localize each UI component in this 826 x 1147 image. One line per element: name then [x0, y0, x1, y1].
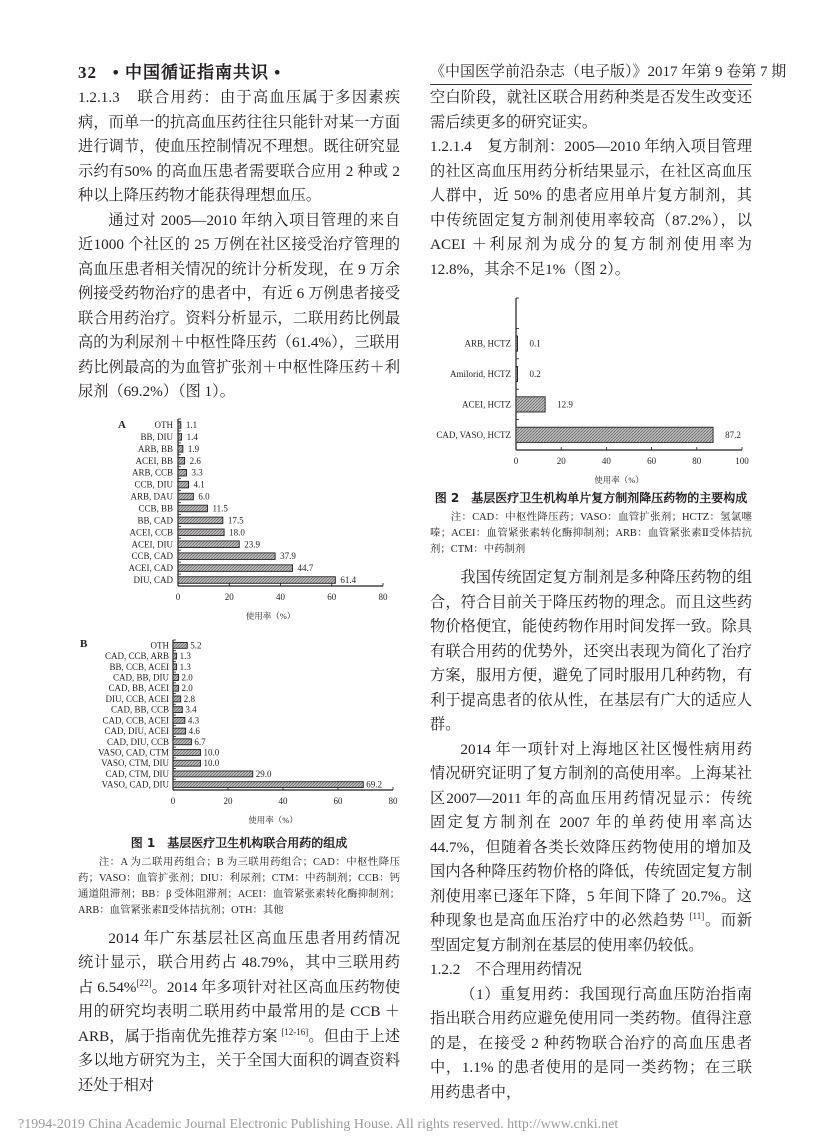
fig1B-value-label: 2.8	[183, 693, 195, 704]
fig1B-bar	[173, 749, 201, 755]
fig2-category-label: ACEI, HCTZ	[462, 399, 511, 410]
fig1A-category-label: CCB, BB	[138, 502, 173, 513]
fig2-value-label: 0.2	[529, 369, 541, 379]
fig1B-category-label: CAD, BB, CCB	[110, 704, 169, 715]
fig1A-value-label: 1.9	[187, 443, 200, 454]
fig1A-value-label: 18.0	[229, 526, 245, 537]
page-number: 32	[78, 63, 97, 82]
fig1B-category-label: CAD, DIU, CCB	[106, 736, 169, 747]
fig1B-x-tick-label: 20	[223, 795, 233, 806]
citation: [11]	[689, 910, 705, 921]
fig1B-x-tick-label: 0	[170, 795, 176, 806]
fig1B-bar	[173, 695, 181, 701]
fig1B-bar	[173, 770, 253, 776]
fig1A-category-label: ACEI, CAD	[128, 562, 173, 573]
fig2-x-tick-label: 0	[513, 456, 519, 466]
fig1B-value-label: 2.0	[181, 682, 193, 693]
fig1A-category-label: ARB, BB	[137, 443, 173, 454]
fig1B-category-label: CAD, CCB, ACEI	[102, 714, 169, 725]
figure1-caption: 图 1 基层医疗卫生机构联合用药的组成	[130, 835, 348, 850]
fig1B-category-label: CAD, BB, DIU	[112, 672, 169, 682]
fig2-bar	[516, 366, 518, 381]
fig1A-value-label: 11.5	[212, 502, 228, 513]
paragraph-continued: 空白阶段，就社区联合用药种类是否发生改变还需后续更多的研究证实。	[430, 89, 752, 131]
fig1A-bar	[178, 517, 223, 524]
fig2-category-label: Amilorid, HCTZ	[450, 369, 511, 379]
fig1A-x-tick-label: 40	[276, 591, 285, 602]
fig1B-x-tick-label: 40	[278, 795, 288, 806]
fig1B-bar	[173, 781, 363, 787]
fig1A-bar	[178, 421, 181, 428]
fig1B-category-label: VASO, CTM, DIU	[101, 757, 169, 768]
fig1A-value-label: 3.3	[191, 467, 203, 478]
fig1A-bar	[178, 457, 185, 464]
paragraph-statistics: 通过对 2005—2010 年纳入项目管理的来自近1000 个社区的 25 万例在社区接受治疗管理的高血压患者相关情况的统计分析发现，在 9 万余例接受药物治疗的患者中，有近 6 万例患者接受联合用药治疗。资料分析显示，二联用药比例最高的为利尿剂＋中枢性降压药（61.4%），三联用药比例最高的为血管扩张剂＋中枢性降压药＋利尿剂（69.2%）（图 1）。	[78, 211, 400, 400]
fig1A-value-label: 4.1	[193, 479, 205, 490]
fig1A-bar	[178, 576, 335, 583]
fig1B-value-label: 29.0	[255, 768, 272, 779]
fig1A-bar	[178, 529, 224, 536]
fig1B-x-axis-label: 使用率（%）	[248, 814, 298, 825]
figure2-note: 注：CAD：中枢性降压药；VASO：血管扩张剂；HCTZ：氢氯噻嗪；ACEI：血管紧张素转化酶抑制剂；ARB：血管紧张素Ⅱ受体拮抗剂；CTM：中药制剂	[430, 512, 752, 555]
fig1B-value-label: 6.7	[194, 736, 206, 747]
fig1B-category-label: BB, CCB, ACEI	[109, 661, 169, 672]
fig1B-value-label: 69.2	[366, 779, 383, 790]
fig1B-category-label: VASO, CAD, CTM	[98, 747, 169, 757]
fig1A-bar	[178, 552, 275, 559]
citation: [22]	[136, 977, 152, 988]
fig1B-value-label: 3.4	[185, 704, 197, 715]
fig1A-bar	[178, 564, 293, 571]
fig1A-bar	[178, 469, 186, 476]
fig1B-value-label: 10.0	[203, 757, 220, 768]
fig1A-category-label: ARB, CCB	[131, 467, 173, 478]
fig2-bar	[516, 427, 713, 442]
fig1B-category-label: CAD, BB, ACEI	[108, 682, 169, 693]
fig1A-category-label: ACEI, BB	[135, 455, 173, 466]
fig1B-bar	[173, 760, 201, 766]
paragraph-guangdong: 2014 年广东基层社区高血压患者用药情况统计显示，联合用药占 48.79%，其中三联用药占 6.54%[22]。2014 年多项针对社区高血压药物使用的研究均表明二联用药中最常用的是 CCB ＋ ARB，属于指南优先推荐方案 [12-16]。但由于上述多以地方研究为主，关于全国大面积的调查资料还处于相对	[78, 929, 401, 1094]
fig1A-bar	[178, 433, 182, 440]
section-title: • 中国循证指南共识 •	[112, 63, 282, 82]
fig1A-bar	[178, 505, 207, 512]
fig1A-category-label: ACEI, DIU	[131, 538, 173, 549]
paragraph-shanghai: 2014 年一项针对上海地区社区慢性病用药情况研究证明了复方制剂的高使用率。上海某社区2007—2011 年的高血压用药情况显示：传统固定复方制剂在 2007 年的单药使用率高达 44.7%，但随着各类长效降压药物使用的增加及国内各种降压药物价格的降低，传统固定复方制剂使用率已逐年下降，5 年间下降了 20.7%。这种现象也是高血压治疗中的必然趋势 [11]。而新型固定复方制剂在基层的使用率仍较低。	[430, 740, 753, 954]
fig1B-category-label: CAD, CTM, DIU	[105, 768, 169, 779]
fig2-category-label: CAD, VASO, HCTZ	[436, 429, 511, 440]
fig1A-value-label: 23.9	[244, 538, 260, 549]
figure1b-chart	[78, 635, 400, 833]
fig2-value-label: 0.1	[529, 338, 541, 349]
fig1B-bar	[173, 685, 179, 691]
fig1B-value-label: 4.6	[188, 725, 200, 736]
paragraph-compound-preparations: 1.2.1.4 复方制剂：2005—2010 年纳入项目管理的社区高血压用药分析结果显示，在社区高血压人群中，近 50% 的患者应用单片复方制剂，其中传统固定复方制剂使用率较高（87.2%），以 ACEI ＋利尿剂为成分的复方制剂使用率为 12.8%，其余不足1%（图 2）。	[430, 138, 752, 278]
fig1A-x-tick-label: 0	[175, 591, 181, 602]
fig1B-bar	[173, 717, 185, 723]
fig2-bar	[516, 336, 518, 351]
fig2-bar	[516, 397, 545, 412]
journal-header: 《中国医学前沿杂志（电子版）》2017 年第 9 卷第 7 期	[430, 60, 752, 85]
fig1B-bar	[173, 706, 182, 712]
citation: [12-16]	[281, 1026, 309, 1037]
fig1B-value-label: 1.3	[179, 650, 191, 661]
fig1B-bar	[173, 642, 187, 648]
fig1A-value-label: 2.6	[189, 455, 201, 466]
running-header-section	[78, 58, 281, 83]
figure1-note: 注：A 为二联用药组合；B 为三联用药组合；CAD：中枢性降压药；VASO：血管扩张剂；DIU：利尿剂；CTM：中药制剂；CCB：钙通道阻滞剂；BB：β 受体阻滞剂；ACEI：血管紧张素转化酶抑制剂；ARB：血管紧张素Ⅱ受体拮抗剂；OTH：其他	[78, 856, 400, 916]
fig1A-category-label: CCB, CAD	[131, 550, 173, 561]
fig1B-category-label: VASO, CAD, DIU	[101, 779, 169, 790]
fig1A-bar	[178, 540, 239, 547]
fig1B-bar	[173, 663, 177, 669]
fig1B-bar	[173, 728, 186, 734]
fig1B-bar	[173, 738, 191, 744]
fig1A-category-label: BB, DIU	[140, 431, 173, 442]
fig1A-value-label: 61.4	[340, 574, 357, 585]
fig1A-value-label: 44.7	[297, 562, 314, 573]
fig1A-value-label: 17.5	[227, 514, 244, 525]
fig1A-value-label: 6.0	[198, 491, 210, 502]
fig1B-category-label: CAD, CCB, ARB	[104, 650, 169, 661]
paragraph-traditional-compound: 我国传统固定复方制剂是多种降压药物的组合，符合目前关于降压药物的理念。而且这些药物价格便宜，能使药物作用时间发挥一致。除具有联合用药的优势外，还突出表现为简化了治疗方案，服用方便，避免了同时服用几种药物，有利于提高患者的依从性，在基层有广大的适应人群。	[430, 569, 752, 733]
fig1A-category-label: CCB, DIU	[134, 479, 173, 490]
left-column	[78, 86, 400, 1098]
fig1B-x-tick-label: 80	[388, 795, 398, 806]
fig1B-bar	[173, 653, 177, 659]
fig1B-x-tick-label: 60	[333, 795, 343, 806]
fig1B-value-label: 4.3	[187, 714, 200, 725]
fig1A-panel-label: A	[118, 418, 126, 431]
fig1A-value-label: 1.4	[186, 431, 198, 442]
fig2-x-tick-label: 100	[735, 456, 749, 466]
paragraph-combined-therapy: 1.2.1.3 联合用药：由于高血压属于多因素疾病，而单一的抗高血压药往往只能针对某一方面进行调节，使血压控制情况不理想。既往研究显示约有50% 的高血压患者需要联合应用 2 种或 2 种以上降压药物才能获得理想血压。	[78, 89, 400, 204]
fig1B-category-label: CAD, DIU, ACEI	[104, 725, 169, 736]
figure2-chart	[430, 292, 752, 488]
fig2-category-label: ARB, HCTZ	[464, 338, 511, 349]
fig1B-value-label: 5.2	[190, 639, 202, 650]
fig1A-bar	[178, 445, 183, 452]
fig1A-value-label: 37.9	[280, 550, 296, 561]
fig1A-bar	[178, 481, 189, 488]
fig1B-value-label: 10.0	[203, 747, 220, 757]
fig1A-x-tick-label: 20	[224, 591, 234, 602]
fig1A-category-label: BB, CAD	[137, 514, 173, 525]
copyright-footer: ?1994-2019 China Academic Journal Electronic Publishing House. All rights reserved. http://www.cnki.net	[18, 1117, 619, 1132]
fig1B-category-label: OTH	[150, 639, 169, 650]
fig2-x-tick-label: 20	[556, 456, 566, 466]
fig1A-x-tick-label: 60	[327, 591, 337, 602]
fig1B-value-label: 1.3	[179, 661, 191, 672]
fig1A-category-label: ACEI, CCB	[129, 526, 173, 537]
fig1B-bar	[173, 674, 179, 680]
right-column	[430, 86, 752, 1105]
paragraph-duplicate-medication: （1）重复用药：我国现行高血压防治指南指出联合用药应避免使用同一类药物。值得注意的是，在接受 2 种药物联合治疗的高血压患者中，1.1% 的患者使用的是同一类药物；在三联用药患者中，	[430, 985, 752, 1101]
fig1A-category-label: ARB, DAU	[130, 491, 173, 502]
fig1B-panel-label: B	[80, 637, 88, 650]
fig1A-category-label: DIU, CAD	[133, 574, 173, 585]
figure2-caption: 图 2 基层医疗卫生机构单片复方制剂降压药物的主要构成	[434, 491, 748, 505]
fig2-x-tick-label: 40	[601, 456, 611, 466]
fig1A-bar	[178, 493, 193, 500]
fig2-value-label: 87.2	[725, 429, 741, 440]
fig2-x-tick-label: 80	[692, 456, 702, 466]
fig2-value-label: 12.9	[557, 399, 573, 410]
fig2-x-tick-label: 60	[647, 456, 657, 466]
figure1a-chart	[78, 413, 400, 635]
section-heading-1-2-2: 1.2.2 不合理用药情况	[430, 961, 582, 978]
fig2-x-axis-label: 使用率（%）	[594, 475, 644, 485]
fig1A-value-label: 1.1	[185, 419, 198, 430]
fig1B-category-label: DIU, CCB, ACEI	[105, 693, 169, 704]
fig1B-value-label: 2.0	[181, 672, 193, 682]
fig1A-x-tick-label: 80	[378, 591, 388, 602]
fig1A-category-label: OTH	[154, 419, 173, 430]
fig1A-x-axis-label: 使用率（%）	[245, 610, 296, 621]
